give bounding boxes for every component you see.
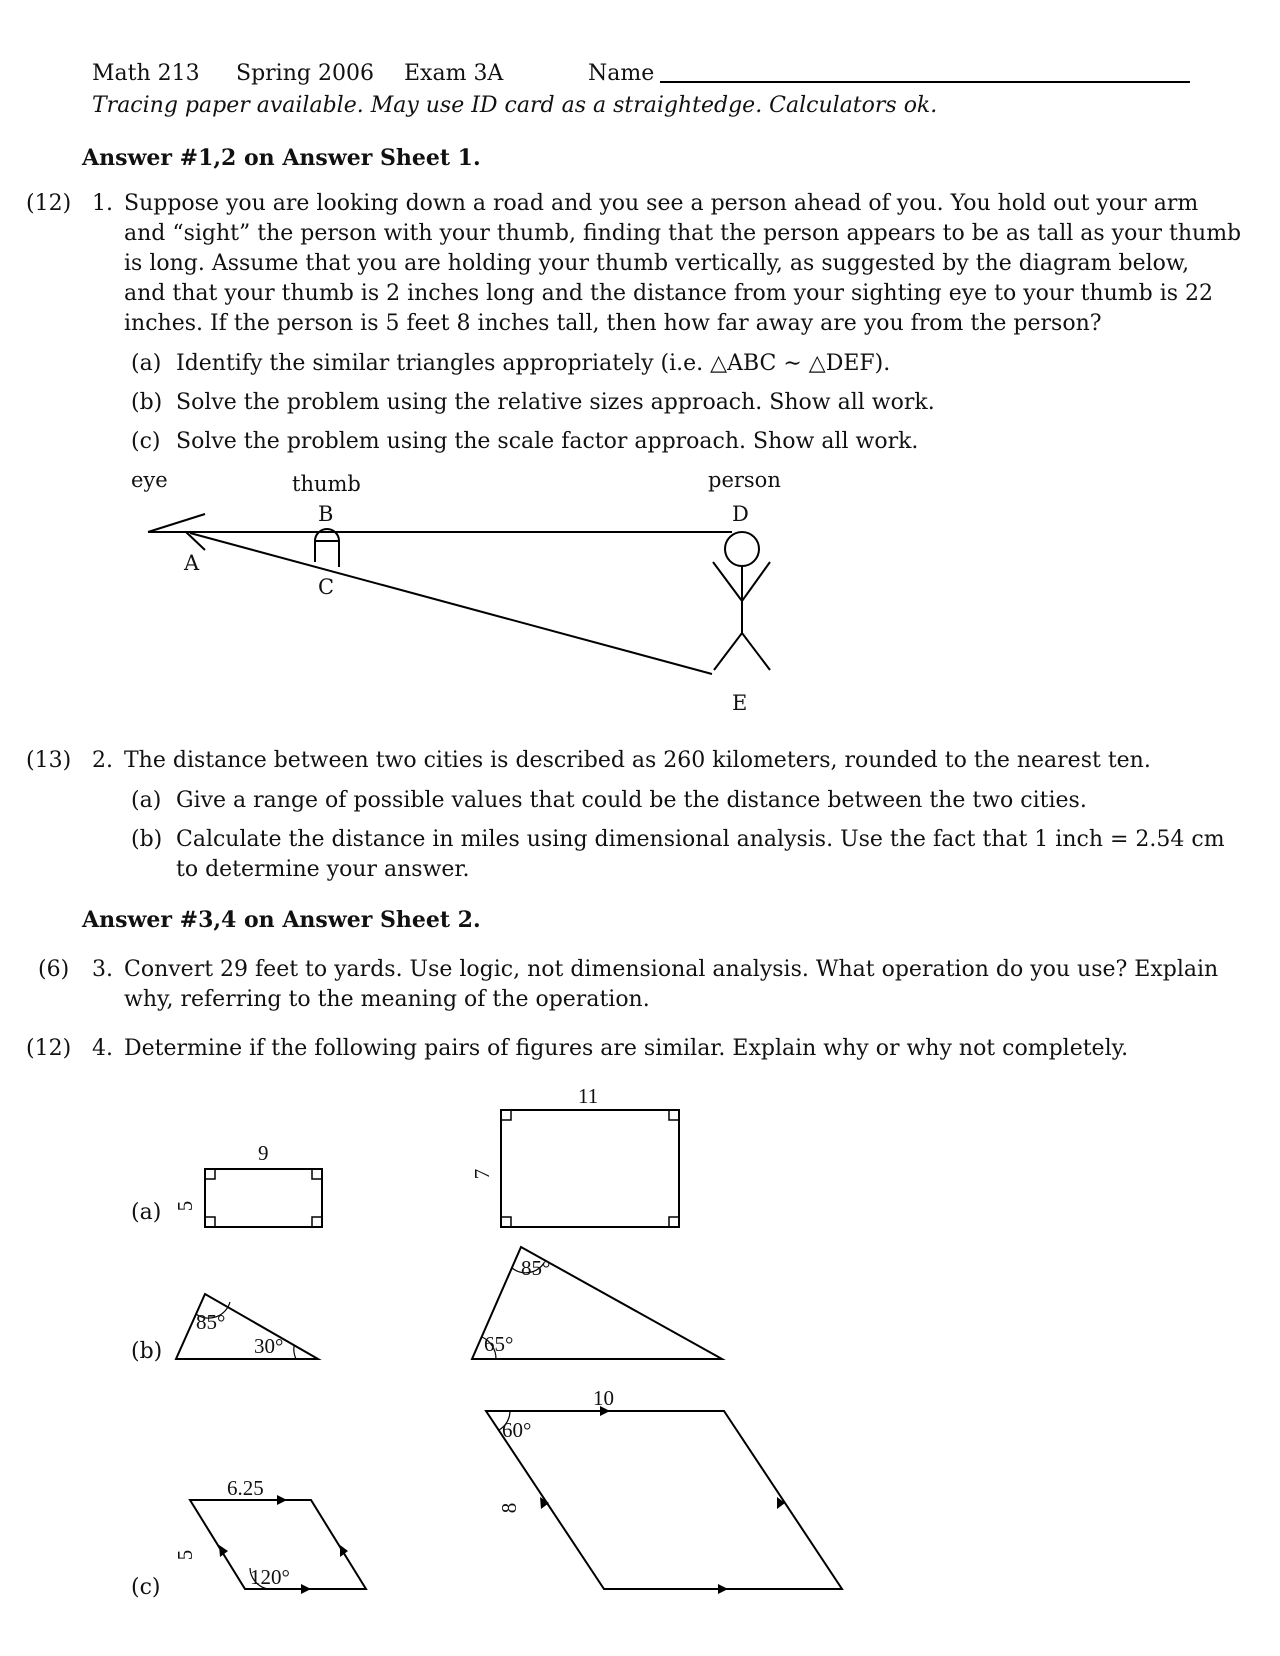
q2-part-a-label: (a) xyxy=(131,788,162,813)
exam-term: Spring 2006 xyxy=(236,61,374,86)
figure-b-large-angle-85: 85° xyxy=(521,1256,551,1280)
q3-points: (6) xyxy=(38,957,70,982)
figure-a-large-height: 7 xyxy=(470,1168,494,1180)
point-label-d: D xyxy=(732,502,749,526)
section-heading-2: Answer #3,4 on Answer Sheet 2. xyxy=(82,907,481,933)
q2-points: (13) xyxy=(26,748,72,773)
q4-text: Determine if the following pairs of figures are similar. Explain why or why not completely. xyxy=(124,1036,1129,1061)
figure-b-small-angle-85: 85° xyxy=(196,1310,226,1334)
figure-c-small-top: 6.25 xyxy=(227,1476,264,1500)
q1-line-2: and “sight” the person with your thumb, finding that the person appears to be as tall as your thumb xyxy=(124,221,1242,246)
q1-number: 1. xyxy=(92,191,113,216)
exam-instructions: Tracing paper available. May use ID card as a straightedge. Calculators ok. xyxy=(92,93,938,118)
figure-c-small-side: 5 xyxy=(173,1549,197,1561)
q2-part-a-text: Give a range of possible values that could be the distance between the two cities. xyxy=(176,788,1087,813)
sight-diagram xyxy=(148,514,770,674)
q1-part-a-text: Identify the similar triangles appropriately (i.e. △ABC ∼ △DEF). xyxy=(176,351,891,376)
diagram-label-person: person xyxy=(708,468,781,492)
q4-points: (12) xyxy=(26,1036,72,1061)
course-title: Math 213 xyxy=(92,61,200,86)
person-head xyxy=(725,532,759,566)
q1-part-b-text: Solve the problem using the relative sizes approach. Show all work. xyxy=(176,390,935,415)
figure-b-small-angle-30: 30° xyxy=(254,1334,284,1358)
arrow-icon xyxy=(718,1584,728,1594)
section-heading-1: Answer #1,2 on Answer Sheet 1. xyxy=(82,145,481,171)
q1-line-4: and that your thumb is 2 inches long and the distance from your sighting eye to your thumb is 22 xyxy=(124,281,1214,306)
name-label: Name xyxy=(588,61,655,86)
q4-part-c-label: (c) xyxy=(131,1575,161,1600)
q2-number: 2. xyxy=(92,748,113,773)
q1-points: (12) xyxy=(26,191,72,216)
q2-part-b-line-2: to determine your answer. xyxy=(176,857,470,882)
q2-part-b-line-1: Calculate the distance in miles using dimensional analysis. Use the fact that 1 inch = 2.54 cm xyxy=(176,827,1225,852)
figure-a-large-width: 11 xyxy=(578,1084,599,1108)
figure-c-large-top: 10 xyxy=(593,1386,614,1410)
q4-part-b-label: (b) xyxy=(131,1339,163,1364)
figure-c-large-side: 8 xyxy=(497,1502,521,1514)
q1-line-1: Suppose you are looking down a road and you see a person ahead of you. You hold out your arm xyxy=(124,191,1199,216)
sight-line-bottom xyxy=(190,533,712,674)
point-label-e: E xyxy=(732,691,748,715)
person-legs xyxy=(714,633,770,670)
q2-part-b-label: (b) xyxy=(131,827,163,852)
q1-part-b-label: (b) xyxy=(131,390,163,415)
point-label-c: C xyxy=(318,575,335,599)
q4-number: 4. xyxy=(92,1036,113,1061)
figure-b-large-angle-65: 65° xyxy=(484,1332,514,1356)
angle-arc-small-30 xyxy=(294,1346,296,1359)
q3-number: 3. xyxy=(92,957,113,982)
thumb-icon xyxy=(315,529,339,567)
figure-a-small-rectangle xyxy=(205,1169,322,1227)
arrow-icon xyxy=(277,1495,287,1505)
diagram-label-eye: eye xyxy=(131,468,168,492)
q4-part-a-label: (a) xyxy=(131,1200,162,1225)
figure-a-small-width: 9 xyxy=(258,1141,269,1165)
q1-part-c-text: Solve the problem using the scale factor approach. Show all work. xyxy=(176,429,919,454)
point-label-b: B xyxy=(318,502,334,526)
point-label-a: A xyxy=(184,551,200,575)
figure-a-small-height: 5 xyxy=(173,1200,197,1212)
q3-line-1: Convert 29 feet to yards. Use logic, not dimensional analysis. What operation do you use? Explain xyxy=(124,957,1219,982)
q1-part-c-label: (c) xyxy=(131,429,161,454)
arrow-icon xyxy=(777,1497,785,1509)
diagram-label-thumb: thumb xyxy=(292,472,361,496)
figure-c-small-angle: 120° xyxy=(250,1565,290,1589)
q1-line-3: is long. Assume that you are holding your thumb vertically, as suggested by the diagram below, xyxy=(124,251,1190,276)
q2-text: The distance between two cities is described as 260 kilometers, rounded to the nearest ten. xyxy=(124,748,1151,773)
figure-c-large-angle: 60° xyxy=(502,1418,532,1442)
q1-part-a-label: (a) xyxy=(131,351,162,376)
exam-id: Exam 3A xyxy=(404,61,504,86)
q1-line-5: inches. If the person is 5 feet 8 inches tall, then how far away are you from the person? xyxy=(124,311,1102,336)
arrow-icon xyxy=(301,1584,311,1594)
figure-a-large-rectangle xyxy=(501,1110,679,1227)
q3-line-2: why, referring to the meaning of the operation. xyxy=(124,987,650,1012)
figure-c-large-parallelogram xyxy=(486,1411,842,1589)
